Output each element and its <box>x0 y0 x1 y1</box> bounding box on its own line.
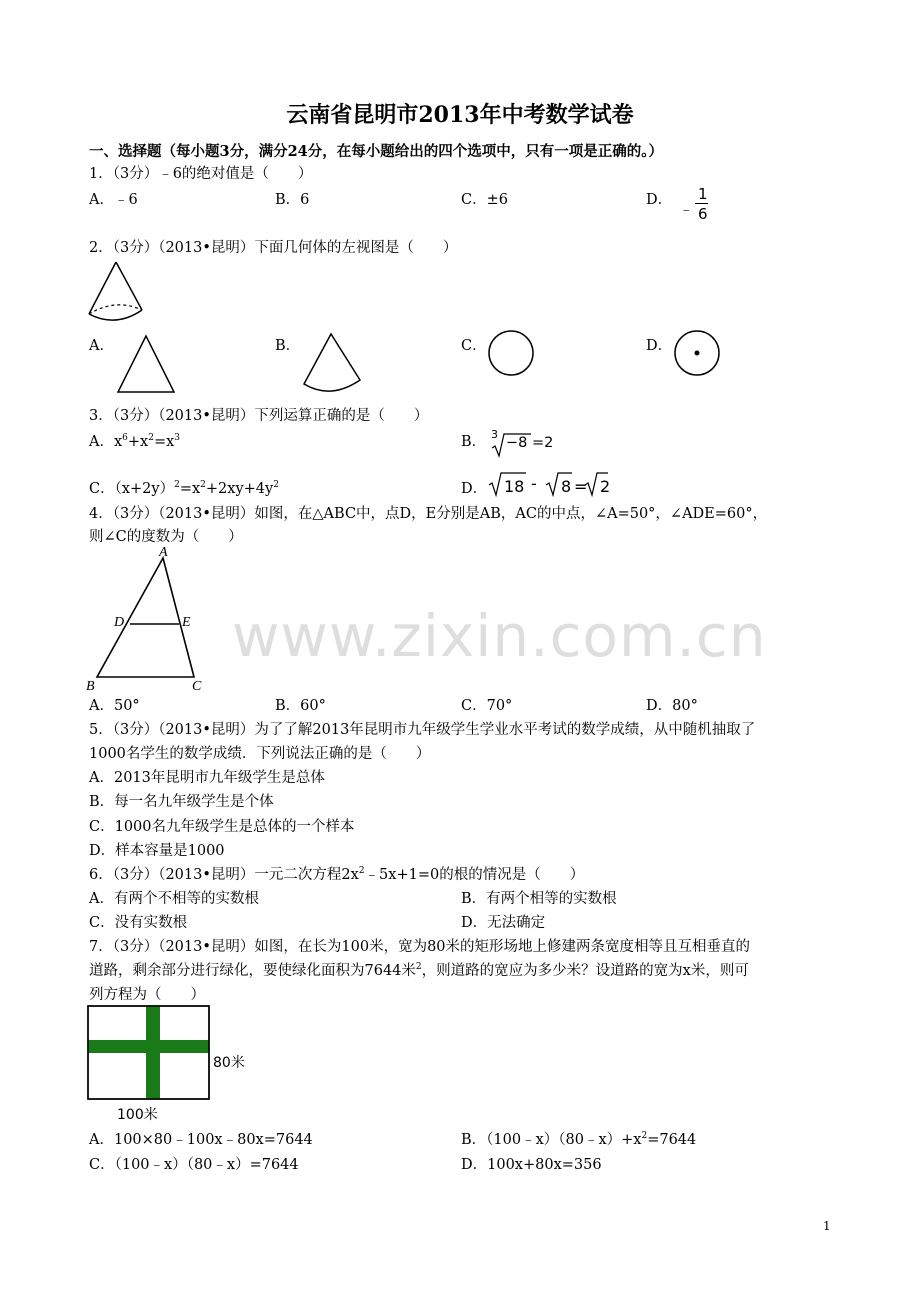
horizontal-road <box>88 1040 209 1053</box>
q1-option-d[interactable] <box>646 185 708 223</box>
q7-stem2-a: 道路，剩余部分进行绿化，要使绿化面积为7644米 <box>89 963 416 979</box>
q1-d-label: D． <box>646 192 673 208</box>
q4-option-d[interactable]: D．80° <box>646 698 698 714</box>
exponent: 2 <box>415 962 422 972</box>
q7-stem-line2 <box>89 959 749 980</box>
q2-option-a[interactable]: A． <box>89 338 114 354</box>
label-d: D <box>114 615 125 630</box>
q1-option-b[interactable]: B．6 <box>275 192 310 208</box>
q1-stem: 1．（3分）﹣6的绝对值是（ ） <box>89 166 313 182</box>
circle-view <box>487 329 537 379</box>
q3-d-label: D． <box>461 481 488 497</box>
q4-stem-line2: 则∠C的度数为（ ） <box>89 529 243 545</box>
q5-option-d[interactable]: D．样本容量是1000 <box>89 843 225 859</box>
fraction-bar <box>695 203 708 204</box>
q7-stem-line1: 7．（3分）（2013•昆明）如图，在长为100米，宽为80米的矩形场地上修建两条宽度相等且互相垂直的 <box>89 939 751 955</box>
q3-c-mid: =x <box>179 481 201 497</box>
q1-option-c[interactable]: C．±6 <box>461 192 508 208</box>
exponent: 6 <box>122 433 128 443</box>
q6-option-b[interactable]: B．有两个相等的实数根 <box>461 891 617 907</box>
q5-stem-line1: 5．（3分）（2013•昆明）为了了解2013年昆明市九年级学生学业水平考试的数学成绩，从中随机抽取了 <box>89 722 756 738</box>
q2-option-c[interactable]: C． <box>461 338 487 354</box>
page-number: 1 <box>823 1219 831 1233</box>
q7-option-a[interactable]: A．100×80﹣100x﹣80x=7644 <box>89 1132 313 1148</box>
q3-stem: 3．（3分）（2013•昆明）下列运算正确的是（ ） <box>89 408 429 424</box>
q6-option-d[interactable]: D．无法确定 <box>461 915 546 931</box>
q7-b-a: B．（100﹣x）（80﹣x）+x <box>461 1132 642 1148</box>
sector-view <box>302 332 364 396</box>
label-a: A <box>159 545 168 560</box>
q3-a-label: A． <box>89 434 114 450</box>
q3-c-tail: +2xy+4y <box>205 481 274 497</box>
q3-b-rhs: =2 <box>532 435 554 451</box>
q7-b-b: =7644 <box>647 1132 697 1148</box>
exponent: 3 <box>174 433 181 443</box>
q7-option-c[interactable]: C．（100﹣x）（80﹣x）=7644 <box>89 1157 299 1173</box>
q3-d-radicand-3: 2 <box>600 477 611 496</box>
q4-stem-line1: 4．（3分）（2013•昆明）如图，在△ABC中，点D，E分别是AB，AC的中点，∠A=50°，∠ADE=60°， <box>89 506 768 522</box>
q1-option-a[interactable]: A．﹣6 <box>89 192 138 208</box>
exponent: 2 <box>200 480 206 490</box>
q6-stem-a: 6．（3分）（2013•昆明）一元二次方程2x <box>89 867 359 883</box>
q2-option-b[interactable]: B． <box>275 338 301 354</box>
q7-stem-line3: 列方程为（ ） <box>89 987 205 1003</box>
q1-d-denominator: 6 <box>698 205 708 223</box>
q1-d-minus: ﹣ <box>679 202 694 218</box>
q4-option-b[interactable]: B．60° <box>275 698 326 714</box>
triangle-view <box>116 334 178 396</box>
q5-option-b[interactable]: B．每一名九年级学生是个体 <box>89 794 274 810</box>
rectangle-road-figure <box>87 1005 257 1125</box>
exponent: 2 <box>641 1131 648 1141</box>
q3-option-b[interactable] <box>461 428 554 451</box>
section-heading: 一、选择题（每小题3分，满分24分，在每小题给出的四个选项中，只有一项是正确的。） <box>89 143 664 160</box>
label-100m: 100米 <box>117 1107 158 1123</box>
q5-option-c[interactable]: C．1000名九年级学生是总体的一个样本 <box>89 819 355 835</box>
q6-option-a[interactable]: A．有两个不相等的实数根 <box>89 891 259 907</box>
q3-c-left: （x+2y） <box>114 481 175 497</box>
q3-a-x1: x <box>113 434 123 450</box>
exponent: 2 <box>148 433 154 443</box>
q6-option-c[interactable]: C．没有实数根 <box>89 915 188 931</box>
triangle-abc-figure <box>86 544 216 694</box>
label-b: B <box>86 679 95 694</box>
q7-option-d[interactable]: D．100x+80x=356 <box>461 1157 602 1173</box>
q3-b-root-index: 3 <box>491 428 498 441</box>
q2-stem: 2．（3分）（2013•昆明）下面几何体的左视图是（ ） <box>89 240 458 256</box>
label-80m: 80米 <box>213 1055 245 1071</box>
exponent: 2 <box>358 866 365 876</box>
q3-c-label: C． <box>89 481 115 497</box>
q5-stem-line2: 1000名学生的数学成绩．下列说法正确的是（ ） <box>89 746 431 762</box>
q3-d-radicand-2: 8 <box>561 477 572 496</box>
q7-stem2-b: ，则道路的宽应为多少米？设道路的宽为x米，则可 <box>421 963 749 979</box>
q7-option-b[interactable] <box>461 1128 696 1149</box>
page-title: 云南省昆明市2013年中考数学试卷 <box>286 102 634 128</box>
circle-with-dot-view <box>673 329 723 379</box>
q6-stem-b: ﹣5x+1=0的根的情况是（ ） <box>364 867 585 883</box>
exponent: 2 <box>174 480 180 490</box>
q3-option-a[interactable] <box>89 430 180 451</box>
q3-d-minus: - <box>531 474 537 493</box>
q3-option-d[interactable] <box>461 474 611 498</box>
label-e: E <box>182 615 191 630</box>
q1-d-numerator: 1 <box>698 185 708 203</box>
exponent: 2 <box>273 480 279 490</box>
q3-d-radicand-1: 18 <box>504 477 525 496</box>
q6-stem <box>89 863 584 884</box>
q5-option-a[interactable]: A．2013年昆明市九年级学生是总体 <box>89 770 325 786</box>
q3-option-c[interactable] <box>89 477 279 498</box>
label-c: C <box>192 679 202 694</box>
q3-a-eq: =x <box>153 434 175 450</box>
q4-option-c[interactable]: C．70° <box>461 698 513 714</box>
q2-option-d[interactable]: D． <box>646 338 673 354</box>
watermark: www.zixin.com.cn <box>232 602 767 670</box>
q3-a-plus: +x <box>127 434 149 450</box>
q3-d-eq: = <box>574 477 588 496</box>
q4-option-a[interactable]: A．50° <box>89 698 140 714</box>
cone-figure <box>86 260 146 326</box>
q3-b-radicand: −8 <box>506 435 528 451</box>
q3-b-label: B． <box>461 434 487 450</box>
